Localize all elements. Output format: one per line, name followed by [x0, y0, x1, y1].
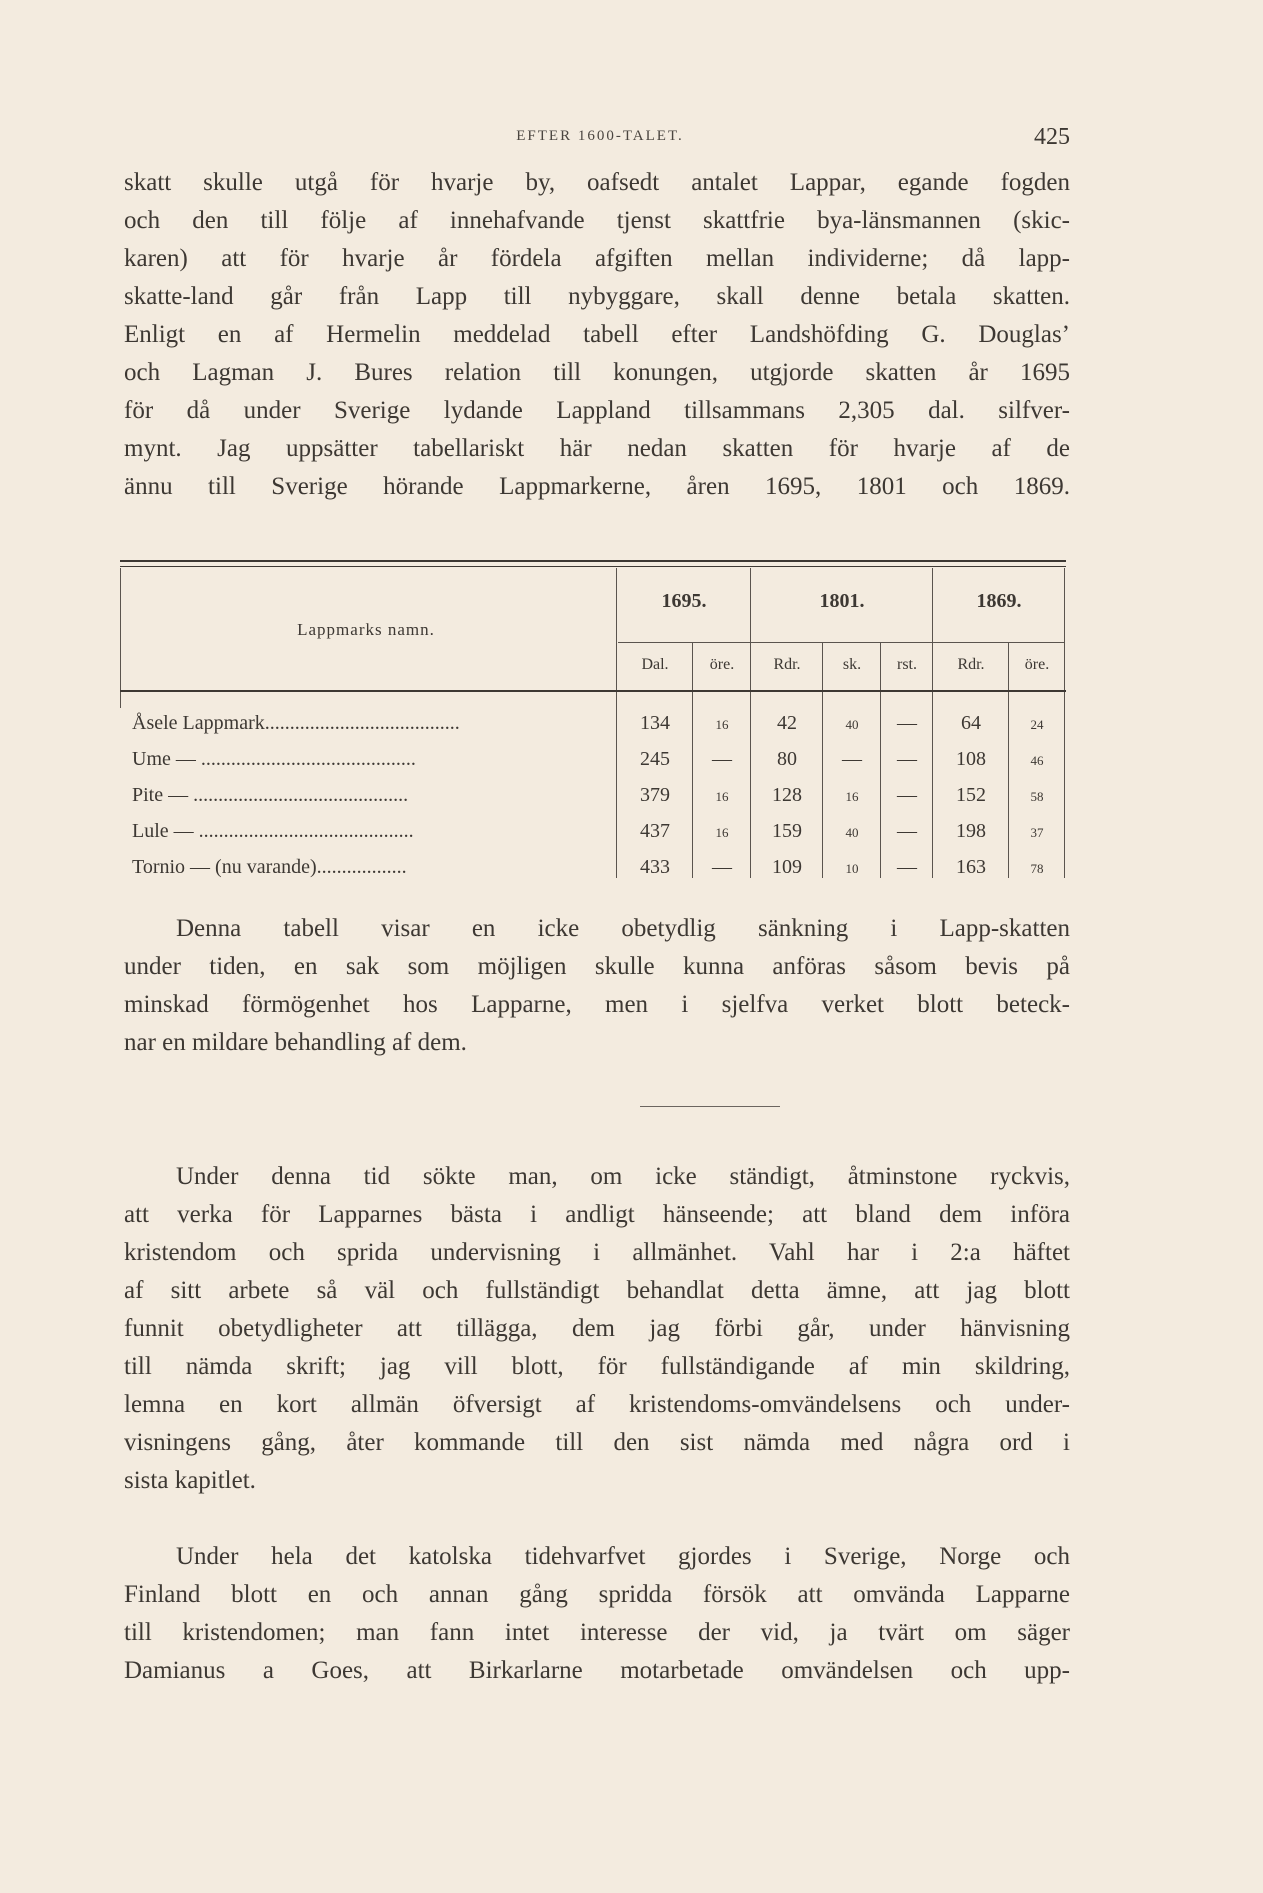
header-lappmark-name: Lappmarks namn. — [297, 620, 435, 639]
value-sk: 16 — [845, 789, 859, 804]
value-dal: 433 — [640, 856, 670, 878]
value-ore: — — [712, 856, 732, 878]
text-line: af sitt arbete så väl och fullständigt behandlat detta ämne, att jag blott — [124, 1277, 1070, 1304]
value-rst: — — [897, 712, 917, 734]
value-rdr: 109 — [772, 856, 802, 878]
table-top-rule — [120, 560, 1066, 562]
paragraph-1 — [124, 164, 1070, 506]
header-year-1695: 1695. — [661, 590, 707, 612]
tax-table — [120, 560, 1066, 890]
text-line: visningens gång, åter kommande till den sist nämda med några ord i — [124, 1429, 1070, 1456]
lappmark-name: Tornio — (nu varande).................. — [132, 856, 407, 878]
value-ore: — — [712, 748, 732, 770]
value-sk: — — [842, 748, 862, 770]
value-sk: 10 — [845, 861, 859, 876]
value-ore: 16 — [715, 789, 729, 804]
value-rst: — — [897, 856, 917, 878]
table-row — [120, 778, 1066, 814]
text-line: skatt skulle utgå för hvarje by, oafsedt antalet Lappar, egande fogden — [124, 169, 1070, 196]
text-line: lemna en kort allmän öfversigt af kristendoms-omvändelsens och under- — [124, 1391, 1070, 1418]
value-ore: 37 — [1030, 825, 1044, 840]
value-sk: 40 — [845, 717, 859, 732]
header-unit: öre. — [1024, 656, 1050, 673]
text-line: under tiden, en sak som möjligen skulle kunna anföras såsom bevis på — [124, 953, 1070, 980]
value-ore: 16 — [715, 825, 729, 840]
text-line: sista kapitlet. — [124, 1467, 256, 1494]
text-line: nar en mildare behandling af dem. — [124, 1029, 467, 1056]
text-line: och den till följe af innehafvande tjenst skattfrie bya-länsmannen (skic- — [124, 207, 1070, 234]
header-unit: Dal. — [641, 656, 669, 673]
text-line: Denna tabell visar en icke obetydlig sänkning i Lapp-skatten — [176, 915, 1070, 942]
value-rdr: 198 — [956, 820, 986, 842]
table-row — [120, 850, 1066, 886]
value-ore: 46 — [1030, 753, 1044, 768]
value-sk: 40 — [845, 825, 859, 840]
value-rdr: 152 — [956, 784, 986, 806]
value-rst: — — [897, 820, 917, 842]
text-line: karen) att för hvarje år fördela afgiften mellan individerne; då lapp- — [124, 245, 1070, 272]
text-line: och Lagman J. Bures relation till konungen, utgjorde skatten år 1695 — [124, 359, 1070, 386]
text-line: Under denna tid sökte man, om icke ständigt, åtminstone ryckvis, — [176, 1163, 1070, 1190]
text-line: att verka för Lapparnes bästa i andligt hänseende; att bland dem införa — [124, 1201, 1070, 1228]
running-title: EFTER 1600-TALET. — [516, 128, 684, 144]
header-unit: Rdr. — [773, 656, 801, 673]
text-line: minskad förmögenhet hos Lapparne, men i sjelfva verket blott beteck- — [124, 991, 1070, 1018]
value-rdr: 80 — [777, 748, 797, 770]
lappmark-name: Lule — ........................................... — [132, 820, 414, 842]
lappmark-name: Pite — ........................................... — [132, 784, 409, 806]
value-dal: 379 — [640, 784, 670, 806]
value-dal: 134 — [640, 712, 670, 734]
table-row — [120, 814, 1066, 850]
value-rdr: 163 — [956, 856, 986, 878]
value-rst: — — [897, 748, 917, 770]
table-top-rule-thin — [120, 566, 1066, 567]
text-line: till kristendomen; man fann intet interesse der vid, ja tvärt om säger — [124, 1619, 1070, 1646]
table-row — [120, 742, 1066, 778]
value-rdr: 159 — [772, 820, 802, 842]
text-line: kristendom och sprida undervisning i allmänhet. Vahl har i 2:a häftet — [124, 1239, 1070, 1266]
header-unit: öre. — [709, 656, 735, 673]
header-unit: sk. — [842, 656, 862, 673]
value-ore: 58 — [1030, 789, 1044, 804]
paragraph-3 — [124, 1158, 1070, 1500]
header-unit: rst. — [897, 656, 917, 673]
value-dal: 437 — [640, 820, 670, 842]
value-rdr: 128 — [772, 784, 802, 806]
text-line: för då under Sverige lydande Lappland tillsammans 2,305 dal. silfver- — [124, 397, 1070, 424]
header-year-1869: 1869. — [976, 590, 1022, 612]
value-dal: 245 — [640, 748, 670, 770]
value-ore: 24 — [1030, 717, 1044, 732]
text-line: skatte-land går från Lapp till nybyggare, skall denne betala skatten. — [124, 283, 1070, 310]
value-rst: — — [897, 784, 917, 806]
page-number: 425 — [1034, 124, 1070, 150]
text-line: mynt. Jag uppsätter tabellariskt här nedan skatten för hvarje af de — [124, 435, 1070, 462]
text-line: ännu till Sverige hörande Lappmarkerne, åren 1695, 1801 och 1869. — [124, 473, 1070, 500]
value-rdr: 64 — [961, 712, 981, 734]
paragraph-2 — [124, 910, 1070, 1062]
text-line: Finland blott en och annan gång spridda försök att omvända Lapparne — [124, 1581, 1070, 1608]
text-line: Enligt en af Hermelin meddelad tabell efter Landshöfding G. Douglas’ — [124, 321, 1070, 348]
header-year-1801: 1801. — [819, 590, 865, 612]
value-ore: 78 — [1030, 861, 1044, 876]
text-line: funnit obetydligheter att tillägga, dem jag förbi går, under hänvisning — [124, 1315, 1070, 1342]
header-unit: Rdr. — [957, 656, 985, 673]
text-line: Damianus a Goes, att Birkarlarne motarbetade omvändelsen och upp- — [124, 1657, 1070, 1684]
text-line: Under hela det katolska tidehvarfvet gjordes i Sverige, Norge och — [176, 1543, 1070, 1570]
value-ore: 16 — [715, 717, 729, 732]
lappmark-name: Åsele Lappmark....................................... — [132, 712, 460, 734]
paragraph-4 — [124, 1538, 1070, 1690]
header-divider — [618, 642, 1064, 643]
text-line: till nämda skrift; jag vill blott, för fullständigande af min skildring, — [124, 1353, 1070, 1380]
table-row — [120, 706, 1066, 742]
section-separator — [640, 1106, 780, 1107]
value-rdr: 108 — [956, 748, 986, 770]
lappmark-name: Ume — ........................................... — [132, 748, 416, 770]
value-rdr: 42 — [777, 712, 797, 734]
header-bottom-rule — [120, 690, 1066, 692]
running-header — [120, 124, 1080, 154]
